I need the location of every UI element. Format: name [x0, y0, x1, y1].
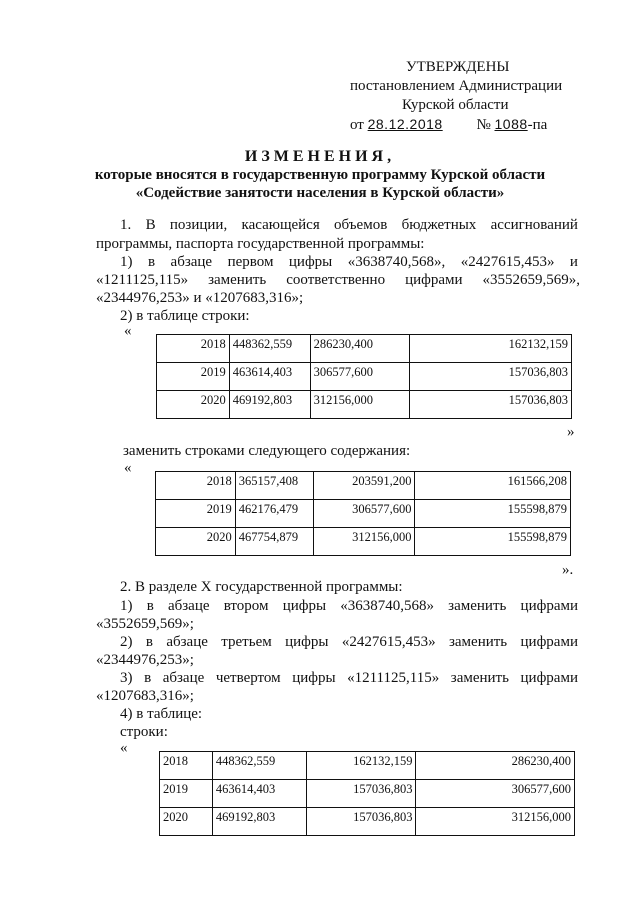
- table-row: 2020 469192,803 312156,000 157036,803: [157, 391, 572, 419]
- approval-by-line: постановлением Администрации: [350, 78, 563, 94]
- table-row: 2018 448362,559 286230,400 162132,159: [157, 335, 572, 363]
- approval-block: [350, 58, 580, 135]
- doc-subtitle-1: которые вносятся в государственную программу Курской области: [94, 167, 546, 183]
- table-row: 2019 463614,403 306577,600 157036,803: [157, 363, 572, 391]
- table-row: 2019 463614,403 157036,803 306577,600: [160, 780, 575, 808]
- table-old-rows: [156, 334, 572, 419]
- table-row: 2020 467754,879 312156,000 155598,879: [156, 528, 571, 556]
- doc-subtitle-2: «Содействие занятости населения в Курской области»: [135, 185, 505, 201]
- s2-a1-line2: «3552659,569»;: [96, 616, 194, 632]
- s2-a2-line1: 2) в абзаце третьем цифры «2427615,453» заменить цифрами: [120, 634, 578, 650]
- date-prefix: от: [350, 117, 364, 133]
- table-row: 2018 448362,559 162132,159 286230,400: [160, 752, 575, 780]
- table-row: 2020 469192,803 157036,803 312156,000: [160, 808, 575, 836]
- s1-item1-line2: «1211125,115» заменить соответственно цифрами «3552659,569»,: [96, 272, 580, 288]
- close-quote-1: »: [567, 424, 575, 440]
- s2-a1-line1: 1) в абзаце втором цифры «3638740,568» заменить цифрами: [120, 598, 578, 614]
- number-prefix: №: [476, 117, 491, 133]
- s1-item1-line1: 1) в абзаце первом цифры «3638740,568», «2427615,453» и: [120, 254, 578, 270]
- table-section-x: [159, 751, 575, 836]
- doc-title: ИЗМЕНЕНИЯ,: [244, 148, 396, 165]
- table-row: 2018 365157,408 203591,200 161566,208: [156, 472, 571, 500]
- open-quote-3: «: [120, 740, 128, 756]
- s2-p2: 2. В разделе X государственной программы:: [120, 579, 403, 595]
- open-quote-2: «: [124, 460, 132, 476]
- approval-date: 28.12.2018: [367, 116, 443, 132]
- s2-rows-label: строки:: [120, 724, 168, 740]
- approval-region-line: Курской области: [402, 97, 509, 113]
- s1-replace-text: заменить строками следующего содержания:: [123, 443, 411, 459]
- close-quote-2: ».: [562, 562, 574, 578]
- approval-number: 1088: [494, 116, 528, 132]
- table-new-rows: [155, 471, 571, 556]
- s1-p1-line1: 1. В позиции, касающейся объемов бюджетных ассигнований: [120, 217, 578, 233]
- s2-a2-line2: «2344976,253»;: [96, 652, 194, 668]
- table-row: 2019 462176,479 306577,600 155598,879: [156, 500, 571, 528]
- s2-a3-line2: «1207683,316»;: [96, 688, 194, 704]
- s2-a4: 4) в таблице:: [120, 706, 203, 722]
- approval-date-line: [350, 115, 580, 135]
- approval-title: УТВЕРЖДЕНЫ: [406, 59, 510, 75]
- number-suffix: -па: [527, 117, 548, 133]
- s1-item1-line3: «2344976,253» и «1207683,316»;: [96, 290, 304, 306]
- s1-p1-line2: программы, паспорта государственной программы:: [96, 236, 425, 252]
- s1-item2: 2) в таблице строки:: [120, 308, 250, 324]
- s2-a3-line1: 3) в абзаце четвертом цифры «1211125,115» заменить цифрами: [120, 670, 578, 686]
- open-quote-1: «: [124, 323, 132, 339]
